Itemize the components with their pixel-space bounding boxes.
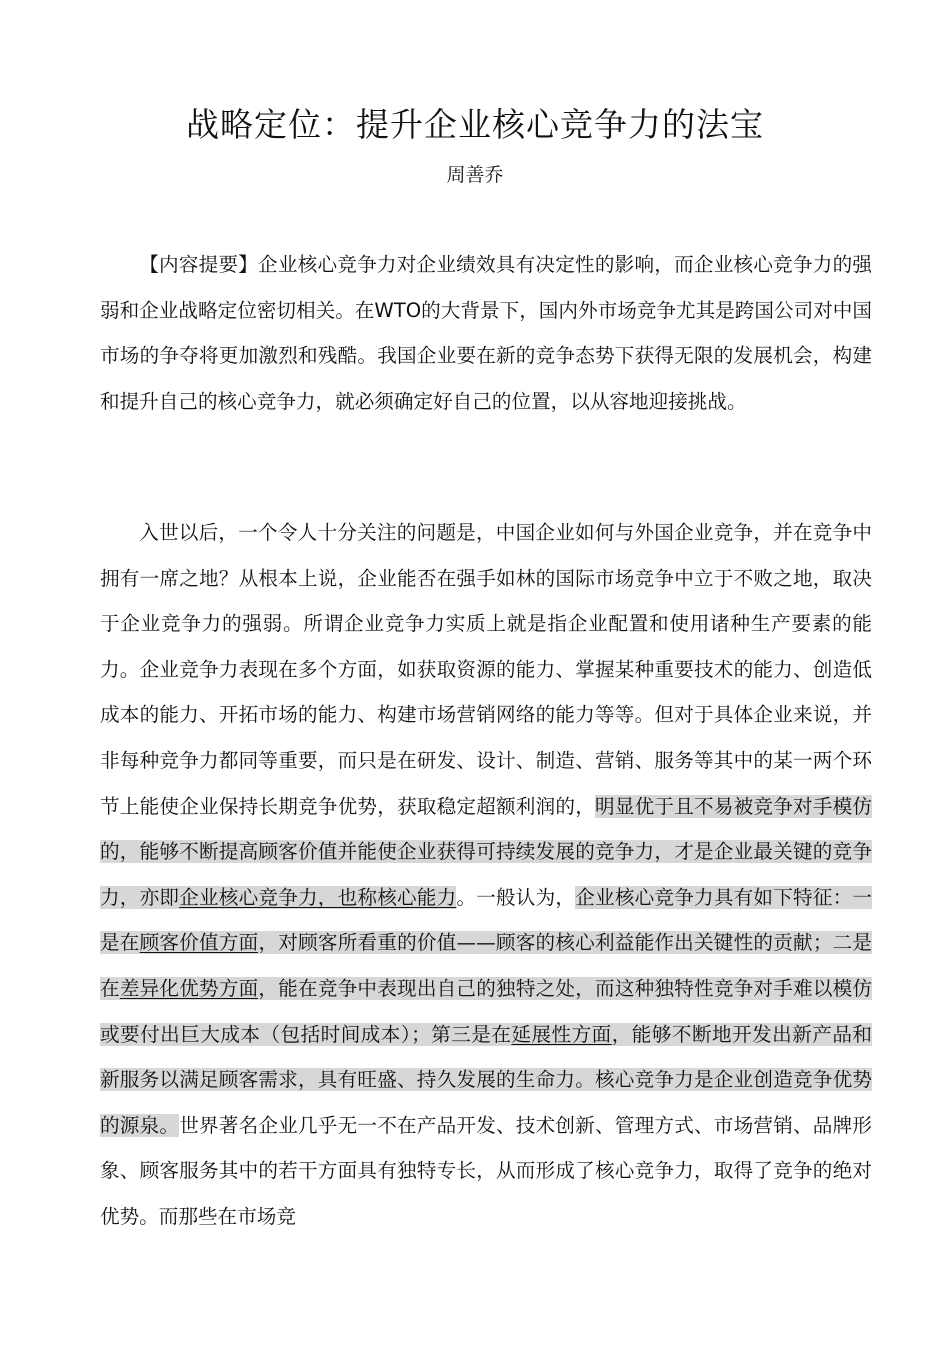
body-text-3: 世界著名企业几乎无一不在产品开发、技术创新、管理方式、市场营销、品牌形象、顾客服务其中的若干方面具有独特专长，从而形成了核心竞争力，取得了竞争的绝对优势。而那些在市场竞: [100, 1113, 873, 1228]
document-title: 战略定位：提升企业核心竞争力的法宝: [186, 105, 764, 144]
differentiation-term: 差异化优势方面: [119, 976, 259, 1000]
body-text-1: 入世以后，一个令人十分关注的问题是，中国企业如何与外国企业竞争，并在竞争中拥有一席之地？从根本上说，企业能否在强手如林的国际市场竞争中立于不败之地，取决于企业竞争力的强弱。所谓企业竞争力实质上就是指企业配置和使用诸种生产要素的能力。企业竞争力表现在多个方面，如获取资源的能力、掌握某种重要技术的能力、创造低成本的能力、开拓市场的能力、构建市场营销网络的能力等等。但对于具体企业来说，并非每种竞争力都同等重要，而只是在研发、设计、制造、营销、服务等其中的某一两个环节上能使企业保持长期竞争优势，获取稳定超额利润的，: [100, 521, 872, 818]
highlighted-text-3: ，对顾客所看重的价值——顾客的核心利益能作出关键性的贡献；二是在: [100, 931, 873, 1000]
body-paragraph: [100, 510, 872, 1240]
highlighted-text-5: ，能够不断地开发出新产品和新服务以满足顾客需求，具有旺盛、持久发展的生命力。核心竞争力是企业创造竞争优势的源泉。: [100, 1022, 873, 1137]
highlighted-text-1: 明显优于且不易被竞争对手模仿的，能够不断提高顾客价值并能使企业获得可持续发展的竞争力，才是企业最关键的竞争力，亦即: [100, 794, 873, 909]
highlighted-text-4: ，能在竞争中表现出自己的独特之处，而这种独特性竞争对手难以模仿或要付出巨大成本（包括时间成本）；第三是在: [100, 976, 873, 1046]
abstract-paragraph: 【内容提要】企业核心竞争力对企业绩效具有决定性的影响，而企业核心竞争力的强弱和企业战略定位密切相关。在WTO的大背景下，国内外市场竞争尤其是跨国公司对中国市场的争夺将更加激烈和残酷。我国企业要在新的竞争态势下获得无限的发展机会，构建和提升自己的核心竞争力，就必须确定好自己的位置，以从容地迎接挑战。: [100, 253, 872, 413]
core-competence-term: 企业核心竞争力，也称核心能力: [179, 885, 457, 909]
customer-value-term: 顾客价值方面: [139, 931, 259, 955]
body-text-2: 。一般认为，: [456, 885, 576, 909]
extensibility-term: 延展性方面: [511, 1022, 612, 1046]
document-author: 周善乔: [446, 164, 504, 186]
highlighted-text-2: 企业核心竞争力具有如下特征：一是在: [100, 885, 873, 955]
